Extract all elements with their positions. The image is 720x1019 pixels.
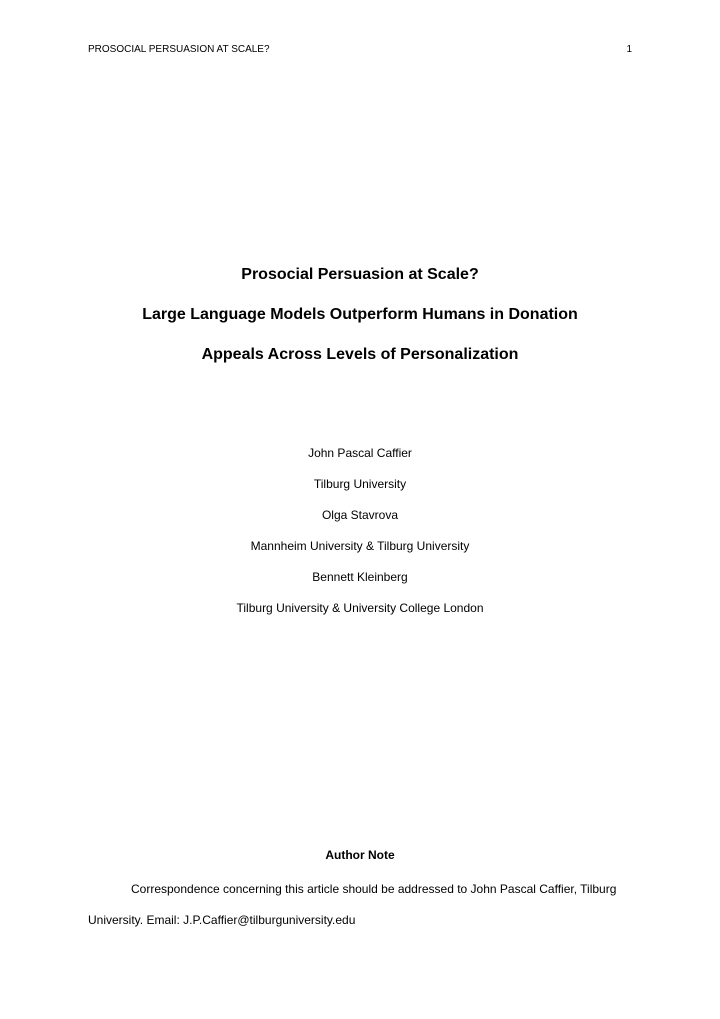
author-note-body: Correspondence concerning this article should be addressed to John Pascal Caffier, Tilburg University. Email: J.P.Caffier@tilburguniversity.edu [88, 882, 617, 927]
author-name: Olga Stavrova [321, 508, 399, 522]
title-line-2: Large Language Models Outperform Humans in Donation [142, 306, 578, 323]
author-name: John Pascal Caffier [308, 446, 412, 460]
author-affiliation: Tilburg University & University College London [236, 601, 484, 615]
author-affiliation: Mannheim University & Tilburg University [250, 539, 470, 553]
author-name: Bennett Kleinberg [312, 570, 408, 584]
author-note-heading: Author Note [325, 848, 395, 862]
running-head [88, 43, 632, 57]
author-list [88, 438, 632, 624]
title-line-1: Prosocial Persuasion at Scale? [241, 266, 479, 283]
title-line-3: Appeals Across Levels of Personalization [201, 346, 519, 363]
page-number: 1 [626, 44, 632, 55]
running-head-title: PROSOCIAL PERSUASION AT SCALE? [88, 44, 270, 55]
paper-title [88, 255, 632, 375]
author-affiliation: Tilburg University [313, 477, 407, 491]
